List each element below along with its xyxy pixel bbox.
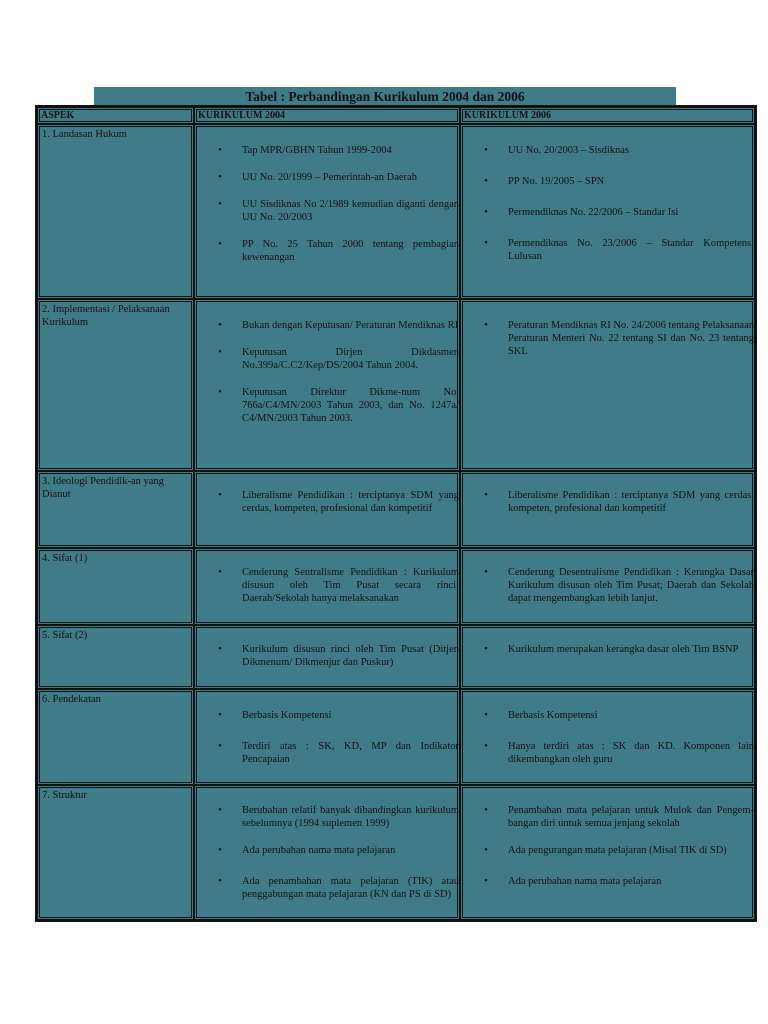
aspek-cell: 7. Struktur: [37, 785, 194, 920]
list-item: • Keputusan Dirjen Dikdasmen No.399a/C.C2/Kep/DS/2004 Tahun 2004.: [195, 346, 459, 372]
list-item: • Ada perubahan nama mata pelajaran: [461, 875, 754, 888]
list-item: • Terdiri atas : SK, KD, MP dan Indikator Pencapaian: [195, 740, 459, 766]
table-row: [37, 124, 755, 299]
kurikulum-2006-cell: [460, 299, 755, 471]
list-item: • UU No. 20/1999 – Pemerintah-an Daerah: [195, 171, 459, 184]
list-item: • Ada perubahan nama mata pelajaran: [195, 844, 459, 857]
table-row: [37, 471, 755, 548]
kurikulum-2006-cell: [460, 689, 755, 785]
aspek-cell: 3. Ideologi Pendidik-an yang Dianut: [37, 471, 194, 548]
list-item: • Cenderung Sentralisme Pendidikan : Kurikulum disusun oleh Tim Pusat secara rinci; Daerah/Sekolah hanya melaksanakan: [195, 566, 459, 605]
kurikulum-2006-cell: [460, 124, 755, 299]
list-item: • UU No. 20/2003 – Sisdiknas: [461, 144, 754, 157]
list-item: • Berbasis Kompetensi: [461, 709, 754, 722]
aspek-cell: 5. Sifat (2): [37, 625, 194, 689]
list-item: • Berubahan relatif banyak dibandingkan kurikulum sebelumnya (1994 suplemen 1999): [195, 804, 459, 830]
header-kurikulum-2006: KURIKULUM 2006: [460, 107, 755, 124]
aspek-cell: 1. Landasan Hukum: [37, 124, 194, 299]
aspek-cell: 6. Pendekatan: [37, 689, 194, 785]
kurikulum-2004-cell: [194, 299, 460, 471]
kurikulum-2006-cell: [460, 548, 755, 625]
list-item: • Ada penambahan mata pelajaran (TIK) atau penggabungan mata pelajaran (KN dan PS di SD): [195, 875, 459, 901]
table-header-row: [37, 107, 755, 124]
kurikulum-2004-cell: [194, 124, 460, 299]
header-aspek: ASPEK: [37, 107, 194, 124]
kurikulum-2004-cell: [194, 689, 460, 785]
list-item: • Tap MPR/GBHN Tahun 1999-2004: [195, 144, 459, 157]
list-item: • PP No. 25 Tahun 2000 tentang pembagian kewenangan: [195, 238, 459, 264]
table-row: [37, 548, 755, 625]
list-item: • UU Sisdiknas No 2/1989 kemudian diganti dengan UU No. 20/2003: [195, 198, 459, 224]
kurikulum-2006-cell: [460, 785, 755, 920]
kurikulum-2006-cell: [460, 625, 755, 689]
list-item: • Cenderung Desentralisme Pendidikan : Kerangka Dasar Kurikulum disusun oleh Tim Pusat; Daerah dan Sekolah dapat mengembangkan lebih lanjut.: [461, 566, 754, 605]
list-item: • Ada pengurangan mata pelajaran (Misal TIK di SD): [461, 844, 754, 857]
list-item: • Permendiknas No. 23/2006 – Standar Kompetensi Lulusan: [461, 237, 754, 263]
list-item: • Bukan dengan Keputusan/ Peraturan Mendiknas RI: [195, 319, 459, 332]
table-row: [37, 785, 755, 920]
aspek-cell: 4. Sifat (1): [37, 548, 194, 625]
header-kurikulum-2004: KURIKULUM 2004: [194, 107, 460, 124]
comparison-table: [35, 105, 757, 922]
list-item: • Penambahan mata pelajaran untuk Mulok dan Pengem-bangan diri untuk semua jenjang sekolah: [461, 804, 754, 830]
aspek-cell: 2. Implementasi / Pelaksanaan Kurikulum: [37, 299, 194, 471]
table-row: [37, 299, 755, 471]
list-item: • Kurikulum merupakan kerangka dasar oleh Tim BSNP: [461, 643, 754, 656]
list-item: • PP No. 19/2005 – SPN: [461, 175, 754, 188]
list-item: • Kurikulum disusun rinci oleh Tim Pusat (Ditjen Dikmenum/ Dikmenjur dan Puskur): [195, 643, 459, 669]
list-item: • Berbasis Kompetensi: [195, 709, 459, 722]
list-item: • Liberalisme Pendidikan : terciptanya SDM yang cerdas, kompeten, profesional dan kompetitif: [461, 489, 754, 515]
list-item: • Hanya terdiri atas : SK dan KD. Komponen lain dikembangkan oleh guru: [461, 740, 754, 766]
table-row: [37, 625, 755, 689]
kurikulum-2004-cell: [194, 625, 460, 689]
list-item: • Liberalisme Pendidikan : terciptanya SDM yang cerdas, kompeten, profesional dan kompetitif: [195, 489, 459, 515]
kurikulum-2004-cell: [194, 785, 460, 920]
list-item: • Peraturan Mendiknas RI No. 24/2006 tentang Pelaksanaan Peraturan Menteri No. 22 tentang SI dan No. 23 tentang SKL: [461, 319, 754, 358]
kurikulum-2006-cell: [460, 471, 755, 548]
list-item: • Keputusan Direktur Dikme-num No. 766a/C4/MN/2003 Tahun 2003, dan No. 1247a/ C4/MN/2003 Tahun 2003.: [195, 386, 459, 425]
kurikulum-2004-cell: [194, 548, 460, 625]
table-row: [37, 689, 755, 785]
kurikulum-2004-cell: [194, 471, 460, 548]
list-item: • Permendiknas No. 22/2006 – Standar Isi: [461, 206, 754, 219]
table-title: Tabel : Perbandingan Kurikulum 2004 dan 2006: [94, 87, 676, 105]
